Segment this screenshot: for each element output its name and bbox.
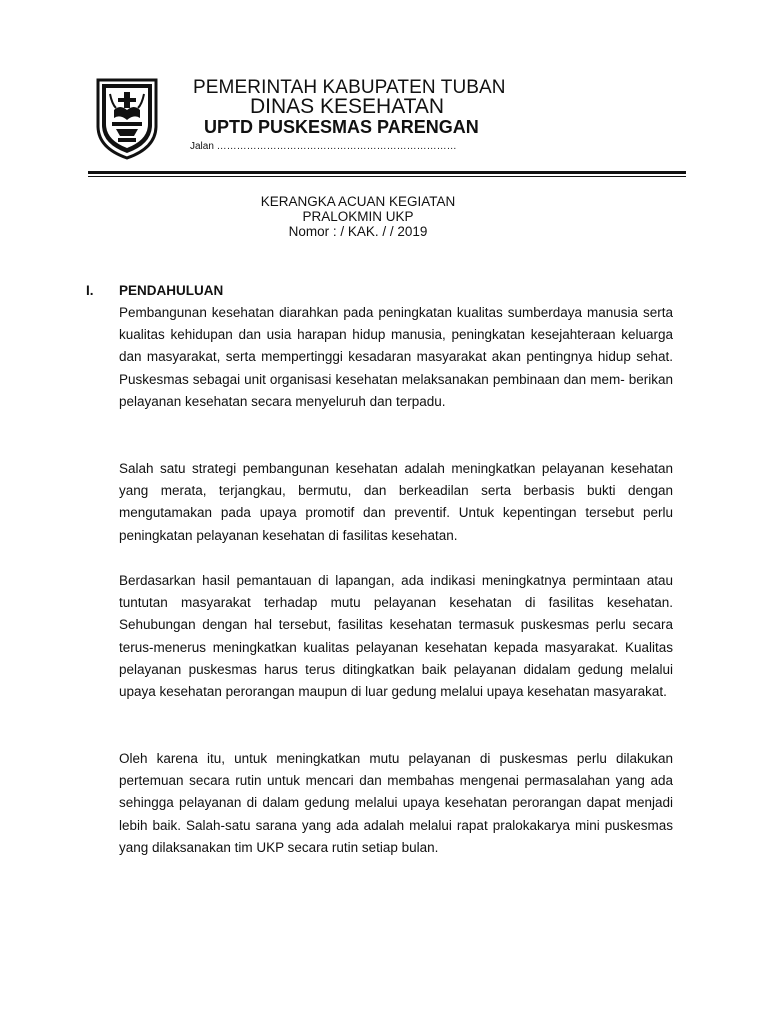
- body-paragraph: Salah satu strategi pembangunan kesehatan adalah meningkatkan pelayanan kesehatan yang merata, terjangkau, bermutu, dan berkeadilan serta berbasis bukti dengan mengutamakan pada upaya promotif dan preventif. Untuk kepentingan tersebut perlu peningkatan pelayanan kesehatan di fasilitas kesehatan.: [119, 461, 673, 543]
- section-number: I.: [86, 283, 94, 298]
- document-subtitle: PRALOKMIN UKP: [302, 209, 414, 224]
- letterhead-divider-thin: [88, 176, 686, 177]
- regency-coat-of-arms-icon: [94, 74, 160, 160]
- letterhead-divider-thick: [88, 171, 686, 174]
- letterhead-agency: DINAS KESEHATAN: [250, 95, 445, 118]
- document-title: KERANGKA ACUAN KEGIATAN: [260, 194, 456, 209]
- document-title-block: [0, 194, 716, 239]
- letterhead-government: PEMERINTAH KABUPATEN TUBAN: [193, 77, 506, 98]
- letterhead-unit: UPTD PUSKESMAS PARENGAN: [204, 117, 479, 137]
- body-paragraph: Pembangunan kesehatan diarahkan pada peningkatan kualitas sumberdaya manusia serta kualitas kehidupan dan usia harapan hidup manusia, peningkatan kesejahteraan keluarga dan masyarakat, serta mempertinggi kesadaran masyarakat akan pentingnya hidup sehat. Puskesmas sebagai unit organisasi kesehatan melaksanakan pembinaan dan mem- berikan pelayanan kesehatan secara menyeluruh dan terpadu.: [119, 305, 673, 409]
- section-title: PENDAHULUAN: [119, 283, 224, 298]
- document-number: Nomor : / KAK. / / 2019: [288, 224, 428, 239]
- letterhead-address: Jalan ………………………………………………………………: [190, 141, 457, 152]
- body-paragraph: Berdasarkan hasil pemantauan di lapangan, ada indikasi meningkatnya permintaan atau tuntutan masyarakat terhadap mutu pelayanan kesehatan di fasilitas kesehatan. Sehubungan dengan hal tersebut, fasilitas kesehatan termasuk puskesmas perlu secara terus-menerus meningkatkan kualitas pelayanan kesehatan kepada masyarakat. Kualitas pelayanan puskesmas harus terus ditingkatkan baik pelayanan didalam gedung melalui upaya kesehatan perorangan maupun di luar gedung melalui upaya kesehatan masyarakat.: [119, 573, 673, 700]
- body-paragraph: Oleh karena itu, untuk meningkatkan mutu pelayanan di puskesmas perlu dilakukan pertemuan secara rutin untuk mencari dan membahas mengenai permasalahan yang ada sehingga pelayanan di dalam gedung melalui upaya kesehatan perorangan dapat menjadi lebih baik. Salah-satu sarana yang ada adalah melalui rapat pralokakarya mini puskesmas yang dilaksanakan tim UKP secara rutin setiap bulan.: [119, 751, 673, 855]
